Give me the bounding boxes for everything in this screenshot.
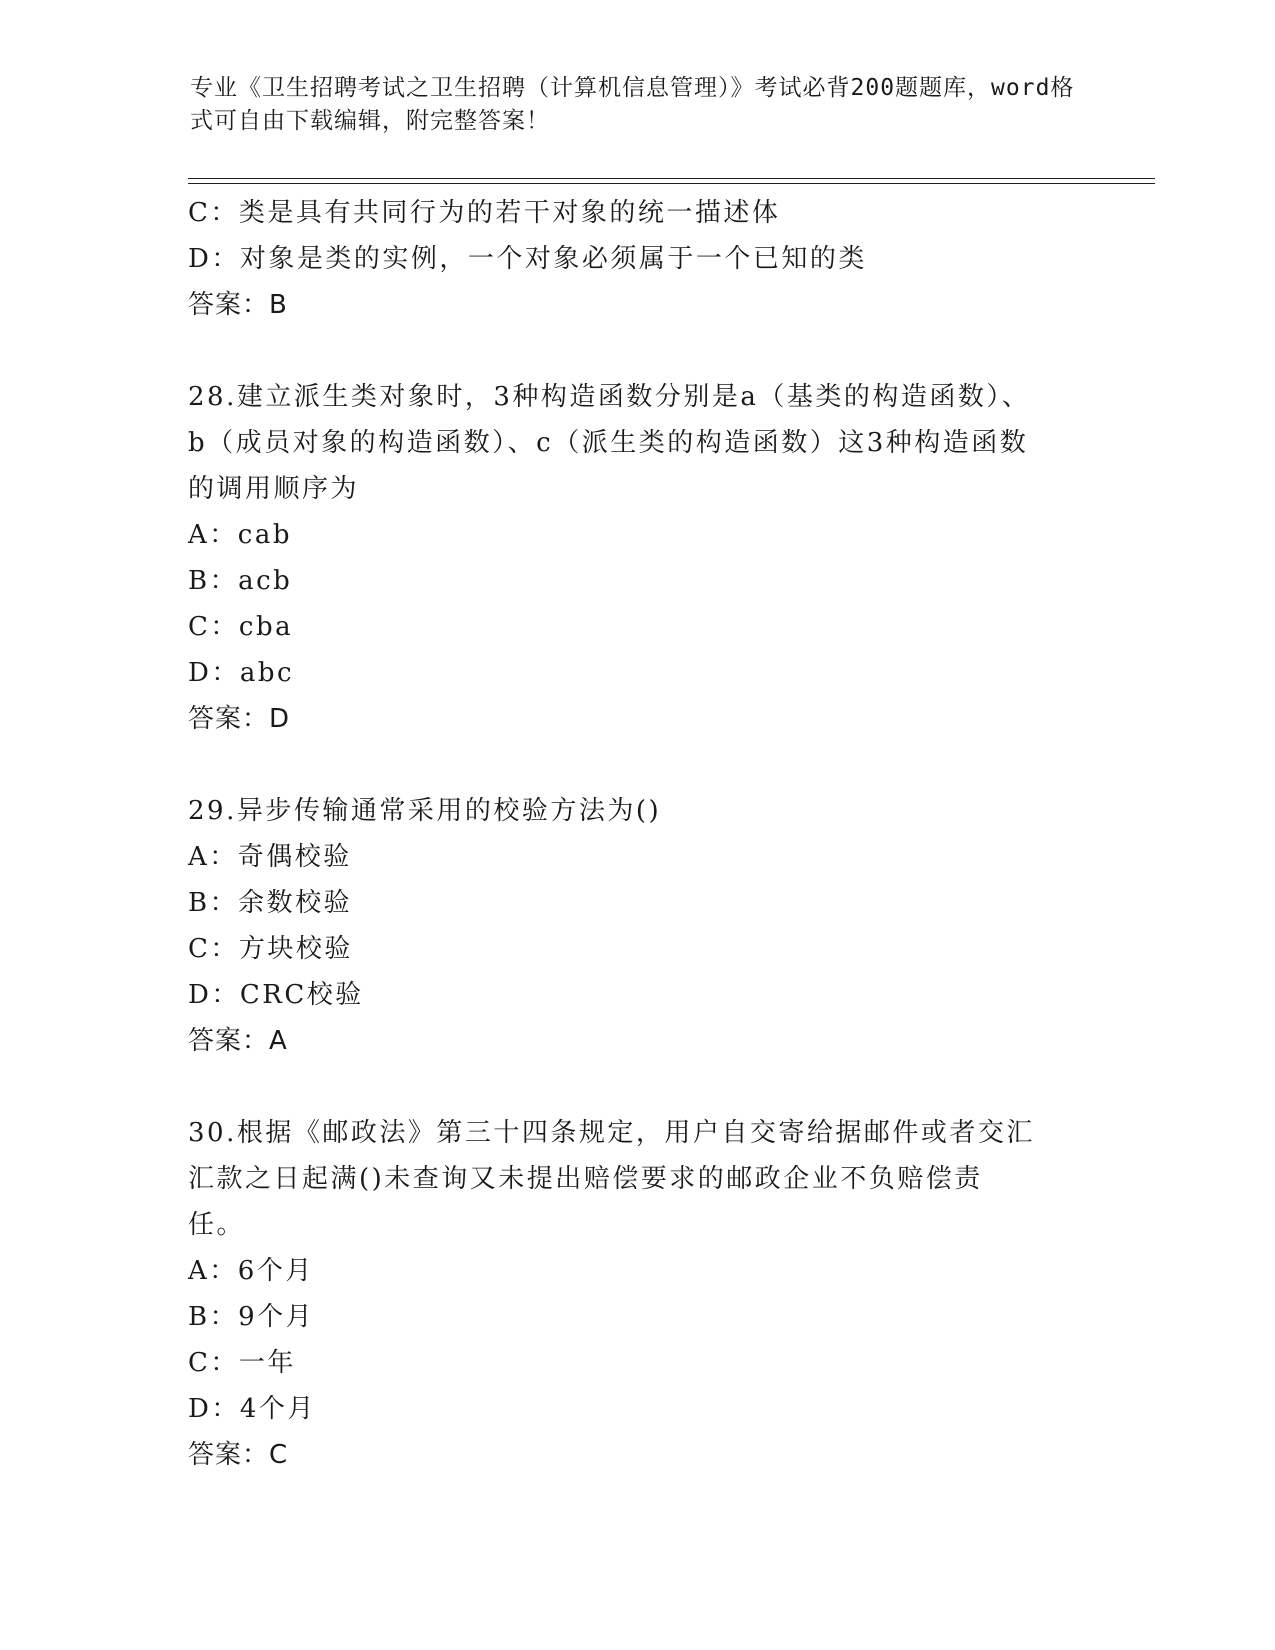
- option-a: A：6个月: [188, 1256, 314, 1286]
- answer-line: 答案：C: [188, 1440, 289, 1470]
- option-d: D：abc: [188, 658, 295, 688]
- option-b: B：9个月: [188, 1302, 315, 1332]
- question-30-stem: 30.根据《邮政法》第三十四条规定，用户自交寄给据邮件或者交汇汇款之日起满()未查询又未提出赔偿要求的邮政企业不负赔偿责任。: [188, 1118, 1035, 1240]
- answer-line: 答案：B: [188, 290, 288, 320]
- option-c: C：cba: [188, 612, 294, 642]
- document-header: 专业《卫生招聘考试之卫生招聘（计算机信息管理）》考试必背200题题库，word格式可自由下载编辑，附完整答案！: [190, 75, 1075, 134]
- option-c: C：方块校验: [188, 934, 353, 964]
- question-28-stem: 28.建立派生类对象时，3种构造函数分别是a（基类的构造函数）、b（成员对象的构造函数）、c（派生类的构造函数）这3种构造函数的调用顺序为: [188, 382, 1031, 504]
- answer-line: 答案：D: [188, 704, 291, 734]
- option-d: D：4个月: [188, 1394, 316, 1424]
- question-29-stem: 29.异步传输通常采用的校验方法为(): [188, 796, 662, 826]
- option-b: B：余数校验: [188, 888, 353, 918]
- header-divider-bottom: [188, 183, 1155, 184]
- option-a: A：奇偶校验: [188, 842, 352, 872]
- option-a: A：cab: [188, 520, 292, 550]
- option-c: C：类是具有共同行为的若干对象的统一描述体: [188, 198, 781, 228]
- option-c: C：一年: [188, 1348, 296, 1378]
- header-divider-top: [188, 178, 1155, 179]
- option-d: D：对象是类的实例，一个对象必须属于一个已知的类: [188, 244, 867, 274]
- question-list: [188, 190, 1088, 1478]
- option-b: B：acb: [188, 566, 293, 596]
- answer-line: 答案：A: [188, 1026, 288, 1056]
- option-d: D：CRC校验: [188, 980, 364, 1010]
